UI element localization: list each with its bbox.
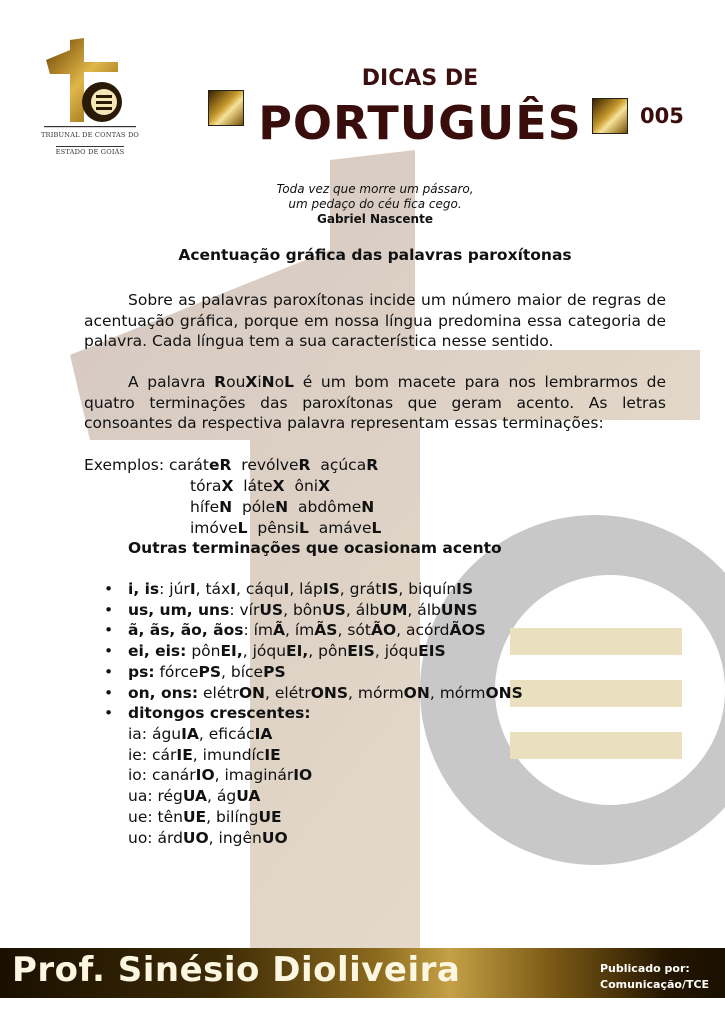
list-item bbox=[104, 703, 523, 724]
logo-line-1: TRIBUNAL DE CONTAS DO bbox=[40, 131, 140, 139]
bullet-icon: • bbox=[104, 683, 114, 702]
tce-logo bbox=[40, 38, 140, 158]
ditongo-label: ua: bbox=[128, 787, 153, 806]
example-word: hífeN bbox=[190, 498, 233, 516]
example-word: álbUM bbox=[355, 600, 408, 619]
example-word: ágUA bbox=[216, 787, 261, 806]
list-term: ditongos crescentes: bbox=[128, 704, 311, 723]
example-row bbox=[190, 519, 381, 537]
example-word: imóveL bbox=[190, 519, 248, 537]
bullet-icon: • bbox=[104, 642, 114, 661]
list-term: ã, ãs, ão, ãos bbox=[128, 621, 244, 640]
examples-label: Exemplos: bbox=[84, 456, 165, 474]
example-word: pênsiL bbox=[257, 519, 309, 537]
example-word: árdUO bbox=[157, 828, 209, 847]
example-word: canárIO bbox=[151, 766, 215, 785]
example-word: eficácIA bbox=[208, 725, 273, 743]
example-row bbox=[190, 498, 374, 516]
publisher-info bbox=[600, 961, 709, 993]
example-word: régUA bbox=[157, 787, 208, 806]
example-word: póleN bbox=[241, 498, 289, 516]
example-word: ímÃ bbox=[253, 621, 286, 640]
list-item: • ei, eis: pônEI,, jóquEI,, pônEIS, jóquEIS bbox=[104, 642, 446, 661]
ditongo-item: ua: régUA, ágUA bbox=[128, 787, 261, 806]
page-title: PORTUGUÊS bbox=[258, 96, 582, 150]
ditongo-label: ia: bbox=[128, 725, 148, 743]
list-term: ei, eis: bbox=[128, 642, 187, 661]
gold-square-left bbox=[208, 90, 244, 126]
paragraph-2: A palavra RouXiNoL é um bom macete para nos lembrarmos de quatro terminações das paroxítonas que geram acento. As letras consoantes da respectiva palavra representam essas terminações: bbox=[84, 373, 666, 432]
article-title: Acentuação gráfica das palavras paroxítonas bbox=[178, 246, 572, 264]
edition-number: 005 bbox=[640, 104, 684, 128]
example-word: fórcePS bbox=[159, 662, 222, 681]
ditongo-label: io: bbox=[128, 766, 148, 785]
header-kicker: DICAS DE bbox=[361, 66, 479, 91]
list-item: • ps: fórcePS, bícePS bbox=[104, 662, 286, 681]
list-term: on, ons: bbox=[128, 683, 199, 702]
example-word: mórmONS bbox=[439, 683, 523, 702]
example-word: ímÃS bbox=[294, 621, 338, 640]
example-word: amáveL bbox=[318, 519, 382, 537]
list-item: • on, ons: elétrON, elétrONS, mórmON, mórmONS bbox=[104, 683, 523, 702]
example-word: táxI bbox=[205, 580, 236, 598]
list-term: i, is bbox=[128, 580, 160, 598]
example-word: ingênUO bbox=[218, 828, 288, 847]
logo-line-2: ESTADO DE GOIÁS bbox=[55, 148, 125, 156]
example-word: bícePS bbox=[230, 662, 286, 681]
example-word: revólveR bbox=[241, 456, 311, 474]
publisher-name: Comunicação/TCE bbox=[600, 978, 710, 991]
example-word: biquínIS bbox=[408, 580, 474, 598]
ditongo-item: io: canárIO, imaginárIO bbox=[128, 766, 313, 785]
bullet-icon: • bbox=[104, 580, 114, 598]
list-term: ps: bbox=[128, 662, 155, 681]
termination-list bbox=[104, 579, 523, 724]
author-name: Prof. Sinésio Dioliveira bbox=[12, 950, 461, 990]
bullet-icon: • bbox=[104, 621, 114, 640]
example-word: pônEIS bbox=[318, 642, 375, 661]
example-word: águIA bbox=[151, 725, 199, 743]
example-word: sótÃO bbox=[347, 621, 397, 640]
mnemonic-letter: N bbox=[261, 373, 275, 391]
quote-line-1: Toda vez que morre um pássaro, bbox=[276, 182, 474, 196]
example-word: lápIS bbox=[299, 580, 340, 598]
ditongo-item: ue: tênUE, bilíngUE bbox=[128, 807, 282, 826]
example-word: jóquEI, bbox=[252, 642, 309, 661]
list-term: us, um, uns bbox=[128, 600, 230, 619]
example-word: láteX bbox=[243, 477, 285, 495]
example-word: mórmON bbox=[357, 683, 430, 702]
ditongo-item: ia: águIA, eficácIA bbox=[128, 725, 273, 743]
example-word: jóquEIS bbox=[384, 642, 446, 661]
example-word: imundícIE bbox=[202, 745, 281, 764]
ditongo-item: uo: árdUO, ingênUO bbox=[128, 828, 288, 847]
mnemonic-letter: ou bbox=[226, 373, 246, 391]
paragraph-1: Sobre as palavras paroxítonas incide um número maior de regras de acentuação gráfica, porque em nossa língua predomina essa categoria de palavra. Cada língua tem a sua característica nesse sentido. bbox=[84, 291, 666, 350]
example-word: bônUS bbox=[292, 600, 346, 619]
bullet-icon: • bbox=[104, 662, 114, 681]
example-word: bilíngUE bbox=[216, 807, 282, 826]
example-word: tóraX bbox=[190, 477, 234, 495]
example-row bbox=[169, 456, 378, 474]
example-word: pônEI, bbox=[191, 642, 243, 661]
example-word: tênUE bbox=[157, 807, 207, 826]
example-row bbox=[190, 477, 330, 495]
others-heading: Outras terminações que ocasionam acento bbox=[128, 539, 502, 557]
example-word: elétrONS bbox=[274, 683, 349, 702]
ditongo-label: uo: bbox=[128, 828, 153, 847]
mnemonic-letter: o bbox=[274, 373, 285, 391]
list-item: • us, um, uns: vírUS, bônUS, álbUM, álbUNS bbox=[104, 600, 478, 619]
mnemonic-letter: X bbox=[245, 373, 258, 391]
mnemonic-letter: i bbox=[257, 373, 262, 391]
example-word: grátIS bbox=[349, 580, 399, 598]
example-word: acórdÃOS bbox=[406, 621, 486, 640]
ditongo-label: ue: bbox=[128, 807, 153, 826]
examples-block bbox=[84, 455, 381, 539]
example-word: júrI bbox=[169, 580, 196, 598]
example-word: imaginárIO bbox=[224, 766, 313, 785]
mnemonic-letter: R bbox=[214, 373, 227, 391]
ditongos-list bbox=[128, 724, 312, 848]
bullet-icon: • bbox=[104, 704, 114, 723]
ditongo-item: ie: cárIE, imundícIE bbox=[128, 745, 281, 764]
example-word: açúcaR bbox=[320, 456, 379, 474]
ditongo-label: ie: bbox=[128, 745, 148, 764]
list-item: • ã, ãs, ão, ãos: ímÃ, ímÃS, sótÃO, acórdÃOS bbox=[104, 621, 486, 640]
quote-author: Gabriel Nascente bbox=[317, 212, 433, 226]
example-word: abdômeN bbox=[297, 498, 375, 516]
epigraph bbox=[200, 182, 550, 227]
mnemonic-letter: L bbox=[284, 373, 295, 391]
example-word: cárIE bbox=[152, 745, 193, 764]
example-word: caráteR bbox=[169, 456, 232, 474]
example-word: ôniX bbox=[294, 477, 331, 495]
list-item: • i, is: júrI, táxI, cáquI, lápIS, grátIS, biquínIS bbox=[104, 580, 474, 598]
example-word: álbUNS bbox=[417, 600, 478, 619]
publisher-label: Publicado por: bbox=[600, 962, 690, 975]
example-word: cáquI bbox=[245, 580, 290, 598]
example-word: vírUS bbox=[239, 600, 284, 619]
mnemonic-word bbox=[214, 373, 294, 391]
quote-line-2: um pedaço do céu fica cego. bbox=[288, 197, 462, 211]
example-word: elétrON bbox=[203, 683, 266, 702]
bullet-icon: • bbox=[104, 600, 114, 619]
